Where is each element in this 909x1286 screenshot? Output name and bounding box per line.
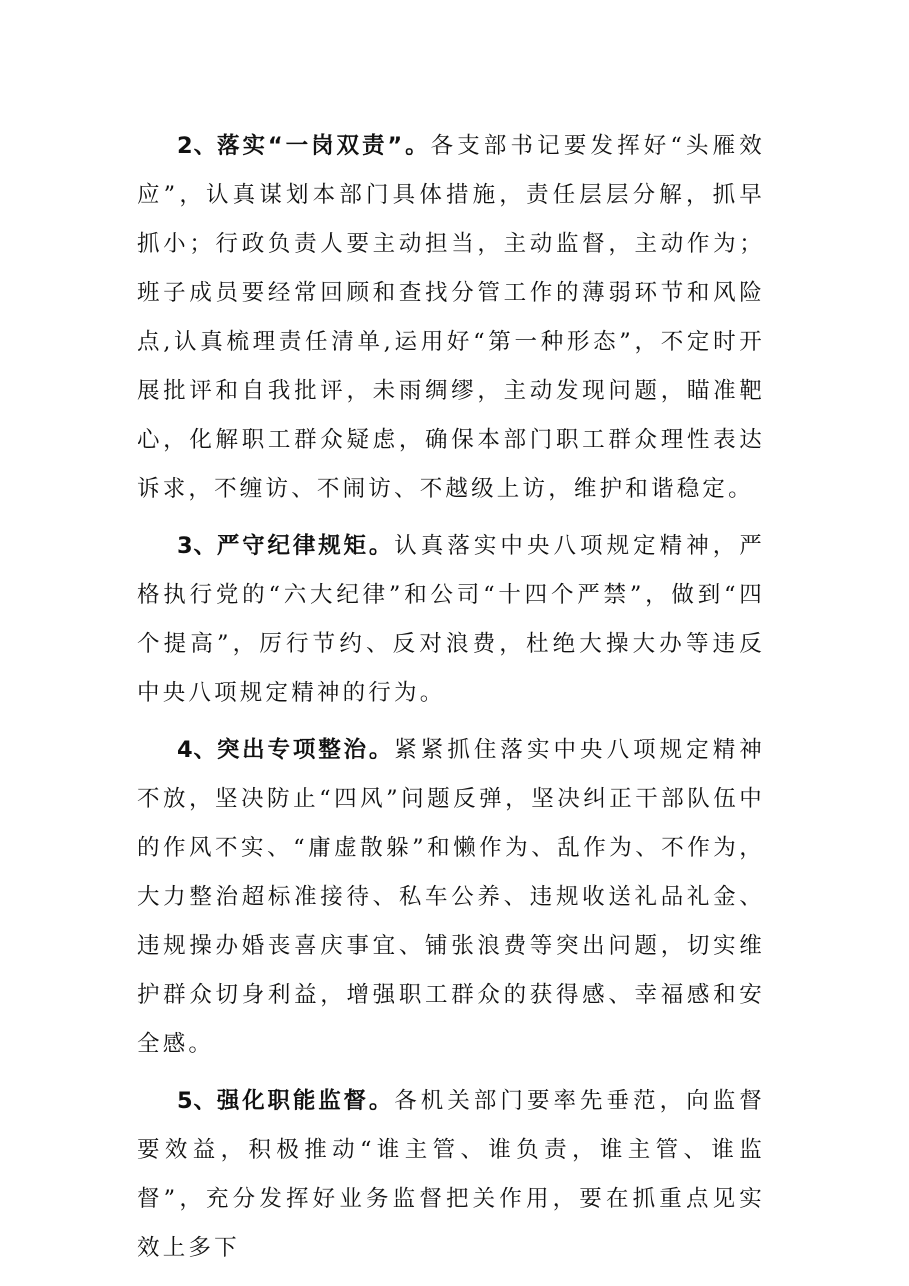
- paragraph-body: 各支部书记要发挥好“头雁效应”，认真谋划本部门具体措施，责任层层分解，抓早抓小；行政负责人要主动担当，主动监督，主动作为；班子成员要经常回顾和查找分管工作的薄弱环节和风险点,认真梳理责任清单,运用好“第一种形态”，不定时开展批评和自我批评，未雨绸缪，主动发现问题，瞄准靶心，化解职工群众疑虑，确保本部门职工群众理性表达诉求，不缠访、不闹访、不越级上访，维护和谐稳定。: [137, 133, 766, 502]
- paragraph-item-5: [137, 1077, 765, 1273]
- paragraph-number: 3、: [177, 533, 217, 559]
- paragraph-item-4: [137, 726, 765, 1069]
- paragraph-body: 紧紧抓住落实中央八项规定精神不放，坚决防止“四风”问题反弹，坚决纠正干部队伍中的作风不实、“庸虚散躲”和懒作为、乱作为、不作为，大力整治超标准接待、私车公养、违规收送礼品礼金、违规操办婚丧喜庆事宜、铺张浪费等突出问题，切实维护群众切身利益，增强职工群众的获得感、幸福感和安全感。: [137, 737, 765, 1057]
- paragraph-body: 各机关部门要率先垂范，向监督要效益，积极推动“谁主管、谁负责，谁主管、谁监督”，充分发挥好业务监督把关作用，要在抓重点见实效上多下: [137, 1088, 765, 1261]
- paragraph-number: 2、: [177, 133, 218, 159]
- paragraph-body: 认真落实中央八项规定精神，严格执行党的“六大纪律”和公司“十四个严禁”，做到“四个提高”，厉行节约、反对浪费，杜绝大操大办等违反中央八项规定精神的行为。: [137, 533, 765, 706]
- paragraph-number: 4、: [177, 737, 217, 763]
- paragraph-heading: 突出专项整治。: [216, 737, 395, 763]
- paragraph-heading: 严守纪律规矩。: [216, 533, 395, 559]
- paragraph-heading: 强化职能监督。: [216, 1088, 395, 1114]
- paragraph-heading: 落实“一岗双责”。: [217, 133, 431, 159]
- paragraph-item-2: [137, 122, 765, 514]
- paragraph-number: 5、: [177, 1088, 217, 1114]
- paragraph-item-3: [137, 522, 765, 718]
- document-page: [137, 122, 765, 1281]
